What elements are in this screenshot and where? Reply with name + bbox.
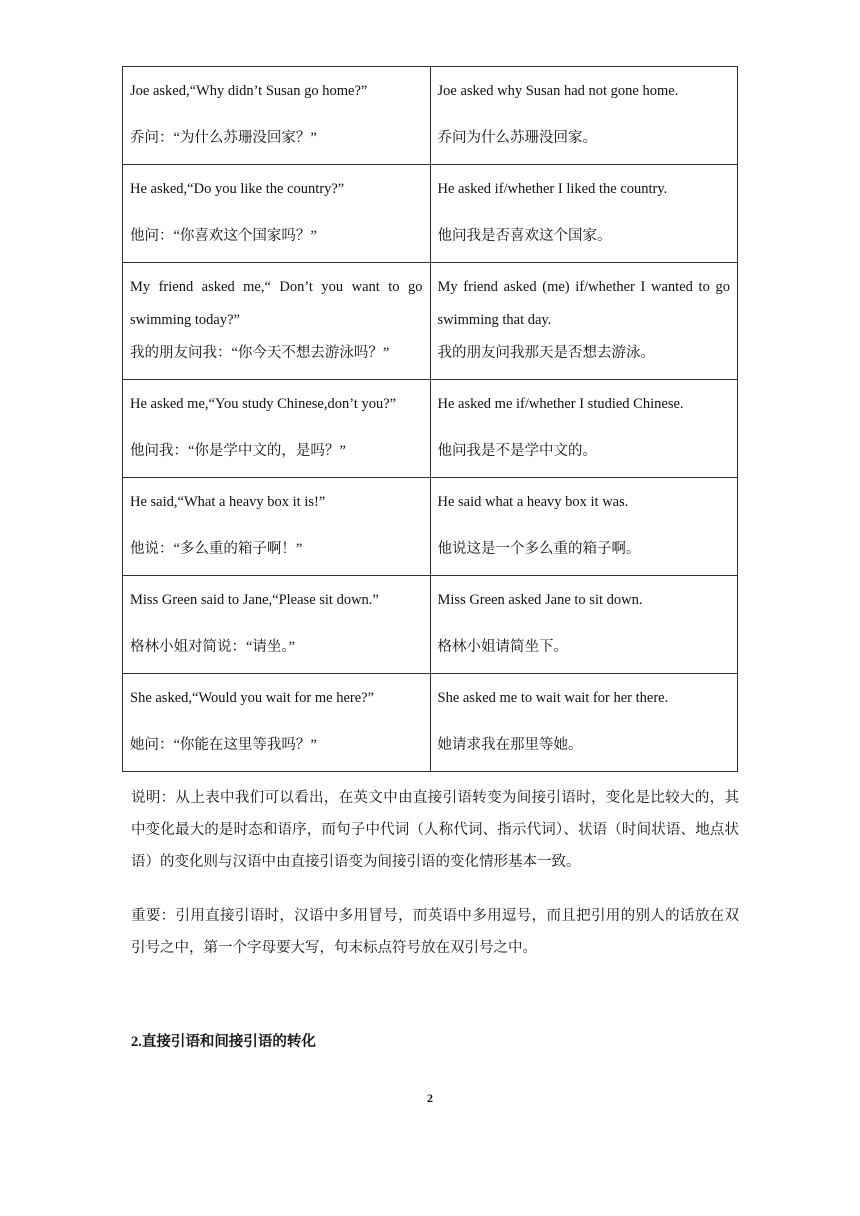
indirect-speech-cell xyxy=(430,380,738,478)
indirect-speech-cell xyxy=(430,67,738,165)
indirect-chinese: 他说这是一个多么重的箱子啊。 xyxy=(437,541,641,557)
direct-english: Miss Green said to Jane,“Please sit down.” xyxy=(130,592,379,608)
direct-speech-cell xyxy=(123,165,431,263)
indirect-chinese: 格林小姐请简坐下。 xyxy=(437,639,568,655)
table-row xyxy=(123,380,738,478)
direct-speech-cell xyxy=(123,576,431,674)
comparison-table xyxy=(122,66,738,772)
indirect-english: He said what a heavy box it was. xyxy=(437,494,629,510)
table-row xyxy=(123,165,738,263)
indirect-speech-cell xyxy=(430,165,738,263)
explanation-paragraph: 说明：从上表中我们可以看出，在英文中由直接引语转变为间接引语时，变化是比较大的，其中变化最大的是时态和语序，而句子中代词（人称代词、指示代词）、状语（时间状语、地点状语）的变化则与汉语中由直接引语变为间接引语的变化情形基本一致。 xyxy=(131,790,739,870)
indirect-english-line-2: swimming that day. xyxy=(437,312,552,328)
indirect-english: Miss Green asked Jane to sit down. xyxy=(437,592,643,608)
indirect-chinese: 他问我是不是学中文的。 xyxy=(437,443,597,459)
direct-speech-cell xyxy=(123,674,431,772)
direct-chinese: 格林小姐对简说：“请坐。” xyxy=(130,639,296,655)
direct-speech-cell xyxy=(123,380,431,478)
direct-english: Joe asked,“Why didn’t Susan go home?” xyxy=(130,83,368,99)
section-heading: 2.直接引语和间接引语的转化 xyxy=(131,1034,316,1050)
table-row xyxy=(123,263,738,380)
direct-chinese: 我的朋友问我：“你今天不想去游泳吗？” xyxy=(130,345,390,361)
direct-speech-cell xyxy=(123,263,431,380)
direct-english: He asked,“Do you like the country?” xyxy=(130,181,345,197)
direct-chinese: 他问我：“你是学中文的，是吗？” xyxy=(130,443,346,459)
table-row xyxy=(123,674,738,772)
direct-english-line-2: swimming today?” xyxy=(130,312,240,328)
direct-english: He said,“What a heavy box it is!” xyxy=(130,494,326,510)
indirect-english: She asked me to wait wait for her there. xyxy=(437,690,669,706)
direct-english: He asked me,“You study Chinese,don’t you?” xyxy=(130,396,397,412)
direct-chinese: 他说：“多么重的箱子啊！” xyxy=(130,541,303,557)
direct-english-line-1: My friend asked me,“ Don’t you want to go xyxy=(130,279,423,295)
indirect-speech-cell xyxy=(430,674,738,772)
indirect-speech-cell xyxy=(430,478,738,576)
indirect-speech-cell xyxy=(430,576,738,674)
table-row xyxy=(123,478,738,576)
direct-speech-cell xyxy=(123,67,431,165)
indirect-english: He asked me if/whether I studied Chinese. xyxy=(437,396,684,412)
direct-chinese: 她问：“你能在这里等我吗？” xyxy=(130,737,317,753)
indirect-chinese: 我的朋友问我那天是否想去游泳。 xyxy=(437,345,655,361)
direct-chinese: 他问：“你喜欢这个国家吗？” xyxy=(130,228,317,244)
indirect-english: Joe asked why Susan had not gone home. xyxy=(437,83,679,99)
direct-english: She asked,“Would you wait for me here?” xyxy=(130,690,375,706)
direct-chinese: 乔问：“为什么苏珊没回家？” xyxy=(130,130,317,146)
indirect-chinese: 她请求我在那里等她。 xyxy=(437,737,583,753)
table-row xyxy=(123,67,738,165)
indirect-speech-cell xyxy=(430,263,738,380)
indirect-chinese: 他问我是否喜欢这个国家。 xyxy=(437,228,612,244)
indirect-english: He asked if/whether I liked the country. xyxy=(437,181,668,197)
page-number: 2 xyxy=(427,1091,433,1105)
direct-speech-cell xyxy=(123,478,431,576)
table-row xyxy=(123,576,738,674)
indirect-english-line-1: My friend asked (me) if/whether I wanted to go xyxy=(437,279,730,295)
important-note-paragraph: 重要：引用直接引语时，汉语中多用冒号，而英语中多用逗号，而且把引用的别人的话放在双引号之中，第一个字母要大写，句末标点符号放在双引号之中。 xyxy=(131,908,739,956)
indirect-chinese: 乔问为什么苏珊没回家。 xyxy=(437,130,597,146)
